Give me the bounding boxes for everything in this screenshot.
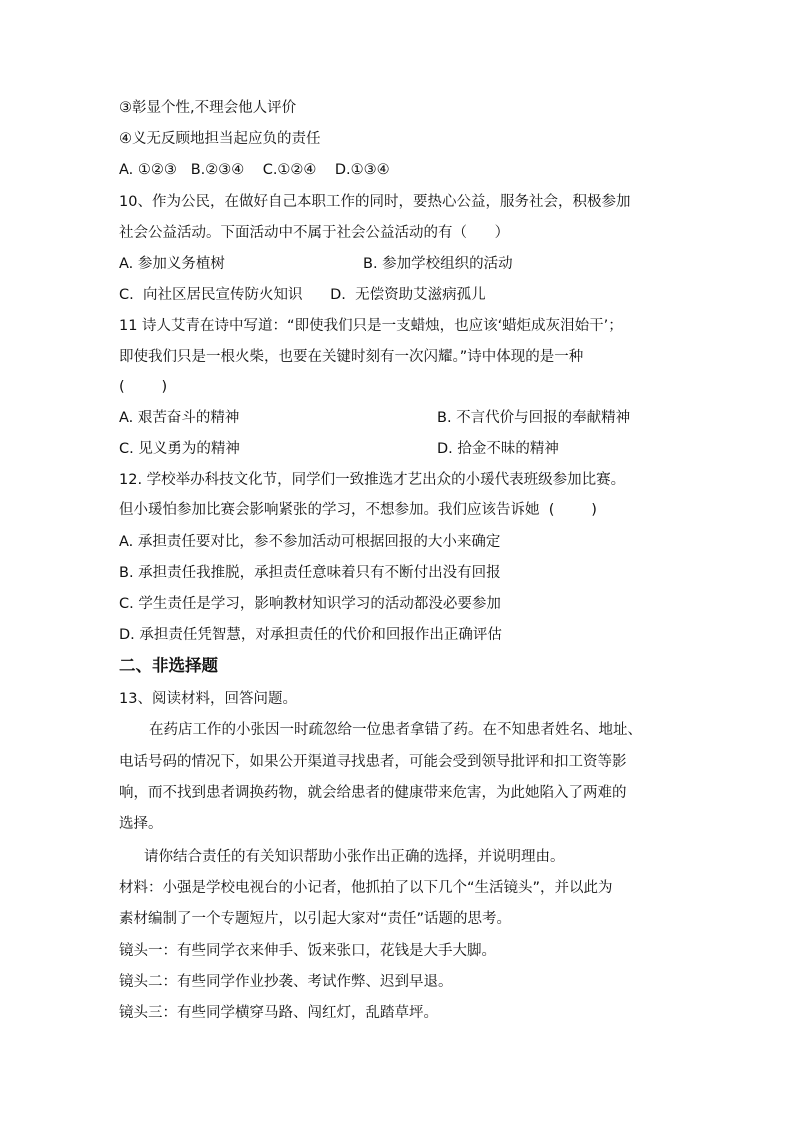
q10-stem-2: 社会公益活动。下面活动中不属于社会公益活动的有（ ） bbox=[119, 225, 510, 241]
q11-option-b: B. 不言代价与回报的奉献精神 bbox=[437, 410, 631, 426]
q11-option-a: A. 艰苦奋斗的精神 bbox=[119, 410, 240, 426]
material-paragraph-1: 在药店工作的小张因一时疏忽给一位患者拿错了药。在不知患者姓名、地址、 bbox=[149, 722, 642, 738]
q11-stem-2: 即使我们只是一根火柴，也要在关键时刻有一次闪耀。”诗中体现的是一种 bbox=[119, 349, 584, 365]
q9-choices: A. ①②③ B.②③④ C.①②④ D.①③④ bbox=[119, 162, 390, 178]
q12-stem-1: 12. 学校举办科技文化节，同学们一致推选才艺出众的小瑗代表班级参加比赛。 bbox=[119, 472, 626, 488]
q13-prompt: 请你结合责任的有关知识帮助小张作出正确的选择，并说明理由。 bbox=[144, 849, 565, 865]
q13-stem: 13、阅读材料，回答问题。 bbox=[119, 691, 297, 707]
q12-option-c: C. 学生责任是学习，影响教材知识学习的活动都没必要参加 bbox=[119, 596, 501, 612]
material-paragraph-2: 电话号码的情况下，如果公开渠道寻找患者，可能会受到领导批评和扣工资等影 bbox=[119, 754, 627, 770]
q11-option-d: D. 拾金不昧的精神 bbox=[437, 441, 559, 457]
material-intro-2: 素材编制了一个专题短片，以引起大家对“责任”话题的思考。 bbox=[119, 911, 512, 927]
option-4-line: ④义无反顾地担当起应负的责任 bbox=[119, 131, 321, 147]
q12-option-d: D. 承担责任凭智慧，对承担责任的代价和回报作出正确评估 bbox=[119, 627, 502, 643]
q12-option-a: A. 承担责任要对比，参不参加活动可根据回报的大小来确定 bbox=[119, 534, 501, 550]
material-paragraph-4: 选择。 bbox=[119, 816, 163, 832]
material-intro-1: 材料：小强是学校电视台的小记者，他抓拍了以下几个“生活镜头”，并以此为 bbox=[119, 880, 613, 896]
scene-1: 镜头一：有些同学衣来伸手、饭来张口，花钱是大手大脚。 bbox=[119, 943, 496, 959]
material-paragraph-3: 响，而不找到患者调换药物，就会给患者的健康带来危害，为此她陷入了两难的 bbox=[119, 785, 627, 801]
q12-option-b: B. 承担责任我推脱，承担责任意味着只有不断付出没有回报 bbox=[119, 565, 501, 581]
scene-3: 镜头三：有些同学横穿马路、闯红灯，乱踏草坪。 bbox=[119, 1005, 438, 1021]
q10-option-cd: C. 向社区居民宣传防火知识 D. 无偿资助艾滋病孤儿 bbox=[119, 287, 486, 303]
q11-stem-1: 11 诗人艾青在诗中写道：“即使我们只是一支蜡烛，也应该‘蜡炬成灰泪始干’； bbox=[119, 318, 623, 334]
q12-stem-2: 但小瑗怕参加比赛会影响紧张的学习，不想参加。我们应该告诉她 ( ) bbox=[119, 502, 597, 518]
q11-stem-3: ( ) bbox=[119, 379, 168, 395]
scene-2: 镜头二：有些同学作业抄袭、考试作弊、迟到早退。 bbox=[119, 974, 453, 990]
q10-option-a: A. 参加义务植树 bbox=[119, 256, 225, 272]
q10-option-b: B. 参加学校组织的活动 bbox=[363, 256, 513, 272]
q10-stem-1: 10、作为公民，在做好自己本职工作的同时，要热心公益，服务社会，积极参加 bbox=[119, 194, 631, 210]
section-heading: 二、非选择题 bbox=[119, 656, 218, 675]
option-3-line: ③彰显个性,不理会他人评价 bbox=[119, 100, 297, 116]
q11-option-c: C. 见义勇为的精神 bbox=[119, 441, 240, 457]
